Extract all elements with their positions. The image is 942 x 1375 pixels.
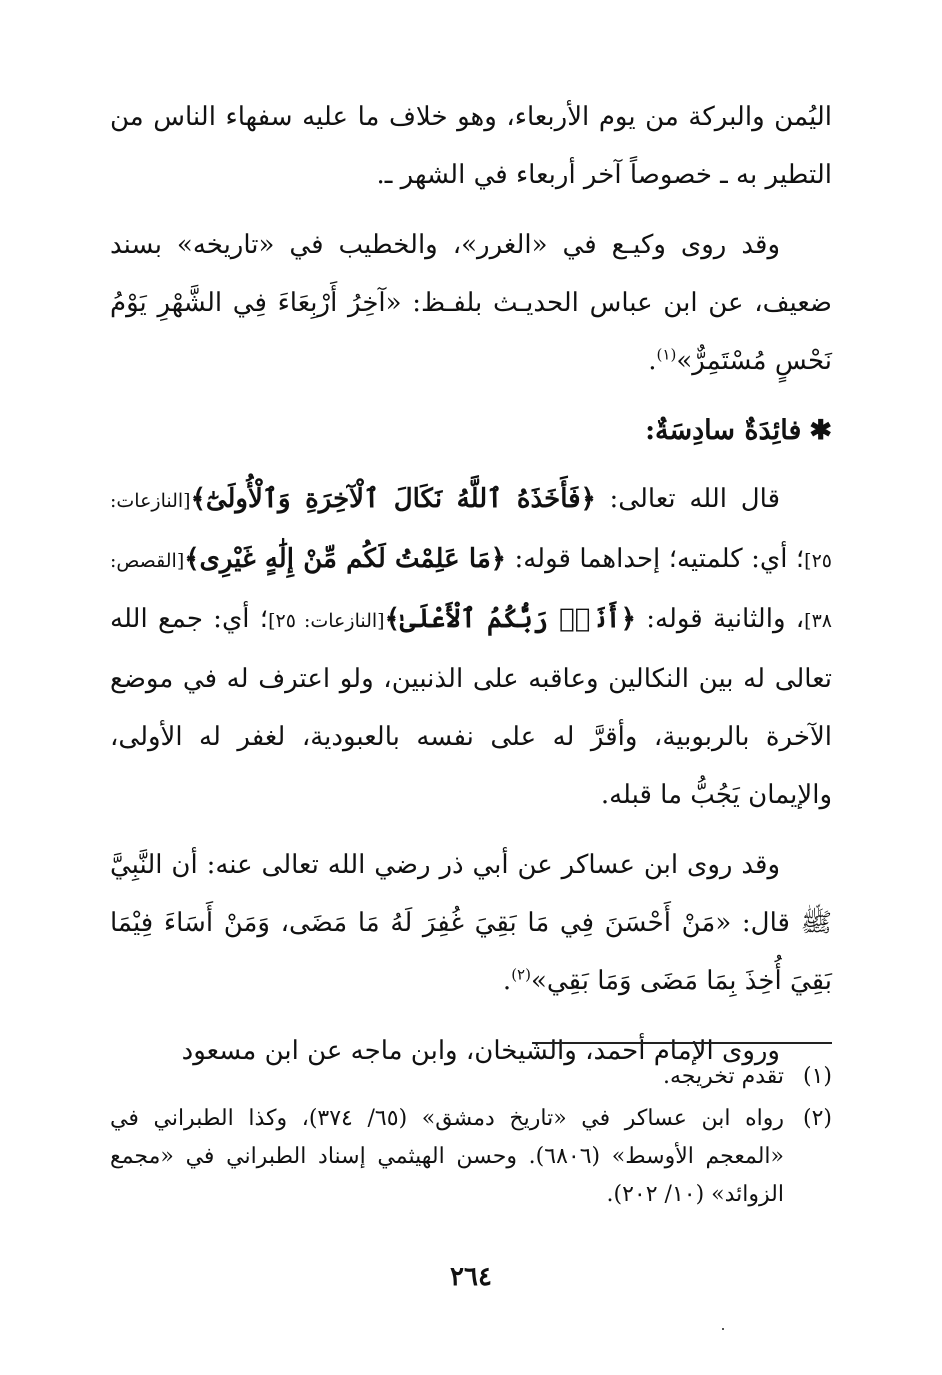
paragraph-2 (110, 216, 832, 390)
paragraph-4-text: وقد روى ابن عساكر عن أبي ذر رضي الله تعالى عنه: أن النَّبِيَّ ﷺ قال: «مَنْ أَحْسَنَ فِي مَا بَقِيَ غُفِرَ لَهُ مَا مَضَى، وَمَنْ أَسَاءَ فِيْمَا بَقِيَ أُخِذَ بِمَا مَضَى وَمَا بَقِي» (110, 850, 832, 996)
footnote-2 (110, 1100, 832, 1214)
section-heading-text: فائِدَةٌ سادِسَةٌ: (645, 415, 802, 446)
paragraph-1 (110, 88, 832, 204)
paragraph-5-text: وروى الإمام أحمد، والشيخان، وابن ماجه عن ابن مسعود (181, 1036, 780, 1066)
quran-verse-3: ﴿أَنَا۠ رَبُّكُمُ ٱلْأَعْلَىٰ﴾ (384, 604, 636, 634)
footnote-ref-1: (١) (656, 345, 677, 364)
paragraph-3-part-c: ، والثانية قوله: (646, 604, 805, 634)
paragraph-3-intro: قال الله تعالى: (609, 484, 780, 514)
footnote-divider (532, 1042, 832, 1044)
paragraph-4 (110, 836, 832, 1010)
paragraph-2-text: وقد روى وكيـع في «الغرر»، والخطيب في «تاريخه» بسند ضعيف، عن ابن عباس الحديـث بلفـظ: «آخِرُ أَرْبِعَاءَ فِي الشَّهْرِ يَوْمُ نَحْسٍ مُسْتَمِرٌّ» (110, 230, 832, 376)
paragraph-3-part-b: ؛ أي: كلمتيه؛ إحداهما قوله: (514, 544, 805, 574)
footnote-ref-2: (٢) (511, 965, 531, 984)
page-number: ٢٦٤ (450, 1262, 492, 1292)
star-icon: ✱ (809, 415, 832, 446)
footnote-2-text: رواه ابن عساكر في «تاريخ دمشق» (٦٥/ ٣٧٤)، وكذا الطبراني في «المعجم الأوسط» (٦٨٠٦). وحسن الهيثمي إسناد الطبراني في «مجمع الزوائد» (١٠/ ٢٠٢). (110, 1106, 784, 1207)
quran-verse-2: ﴿مَا عَلِمْتُ لَكُم مِّنْ إِلَٰهٍ غَيْرِى﴾ (184, 544, 507, 574)
verse-ref-1: [النازعات: ٢٥] (110, 490, 832, 572)
verse-ref-2: [القصص: ٣٨] (110, 550, 833, 632)
paragraph-2-end: . (648, 346, 657, 376)
paragraph-3-part-d: ؛ أي: جمع الله تعالى له بين النكالين وعاقبه على الذنبين، ولو اعترف له في موضع الآخرة بالربوبية، وأقرَّ له على نفسه بالعبودية، لغفر له الأولى، والإيمان يَجُبُّ ما قبله. (110, 604, 832, 810)
verse-ref-3: [النازعات: ٢٥] (268, 610, 385, 632)
footnote-1 (110, 1058, 832, 1096)
footnote-2-number: (٢) (802, 1106, 832, 1131)
footnote-1-text: تقدم تخريجه. (663, 1064, 784, 1089)
paragraph-3 (110, 470, 832, 824)
footnotes (110, 1058, 832, 1218)
paragraph-4-end: . (502, 966, 512, 996)
paragraph-1-text: اليُمن والبركة من يوم الأربعاء، وهو خلاف ما عليه سفهاء الناس من التطير به ـ خصوصاً آخر أربعاء في الشهر ـ. (110, 102, 832, 190)
speck (722, 1328, 724, 1330)
quran-verse-1: ﴿فَأَخَذَهُ ٱللَّهُ نَكَالَ ٱلْآخِرَةِ وَٱلْأُولَىٰٓ﴾ (190, 484, 596, 514)
section-heading (110, 402, 832, 460)
footnote-1-number: (١) (802, 1064, 832, 1089)
